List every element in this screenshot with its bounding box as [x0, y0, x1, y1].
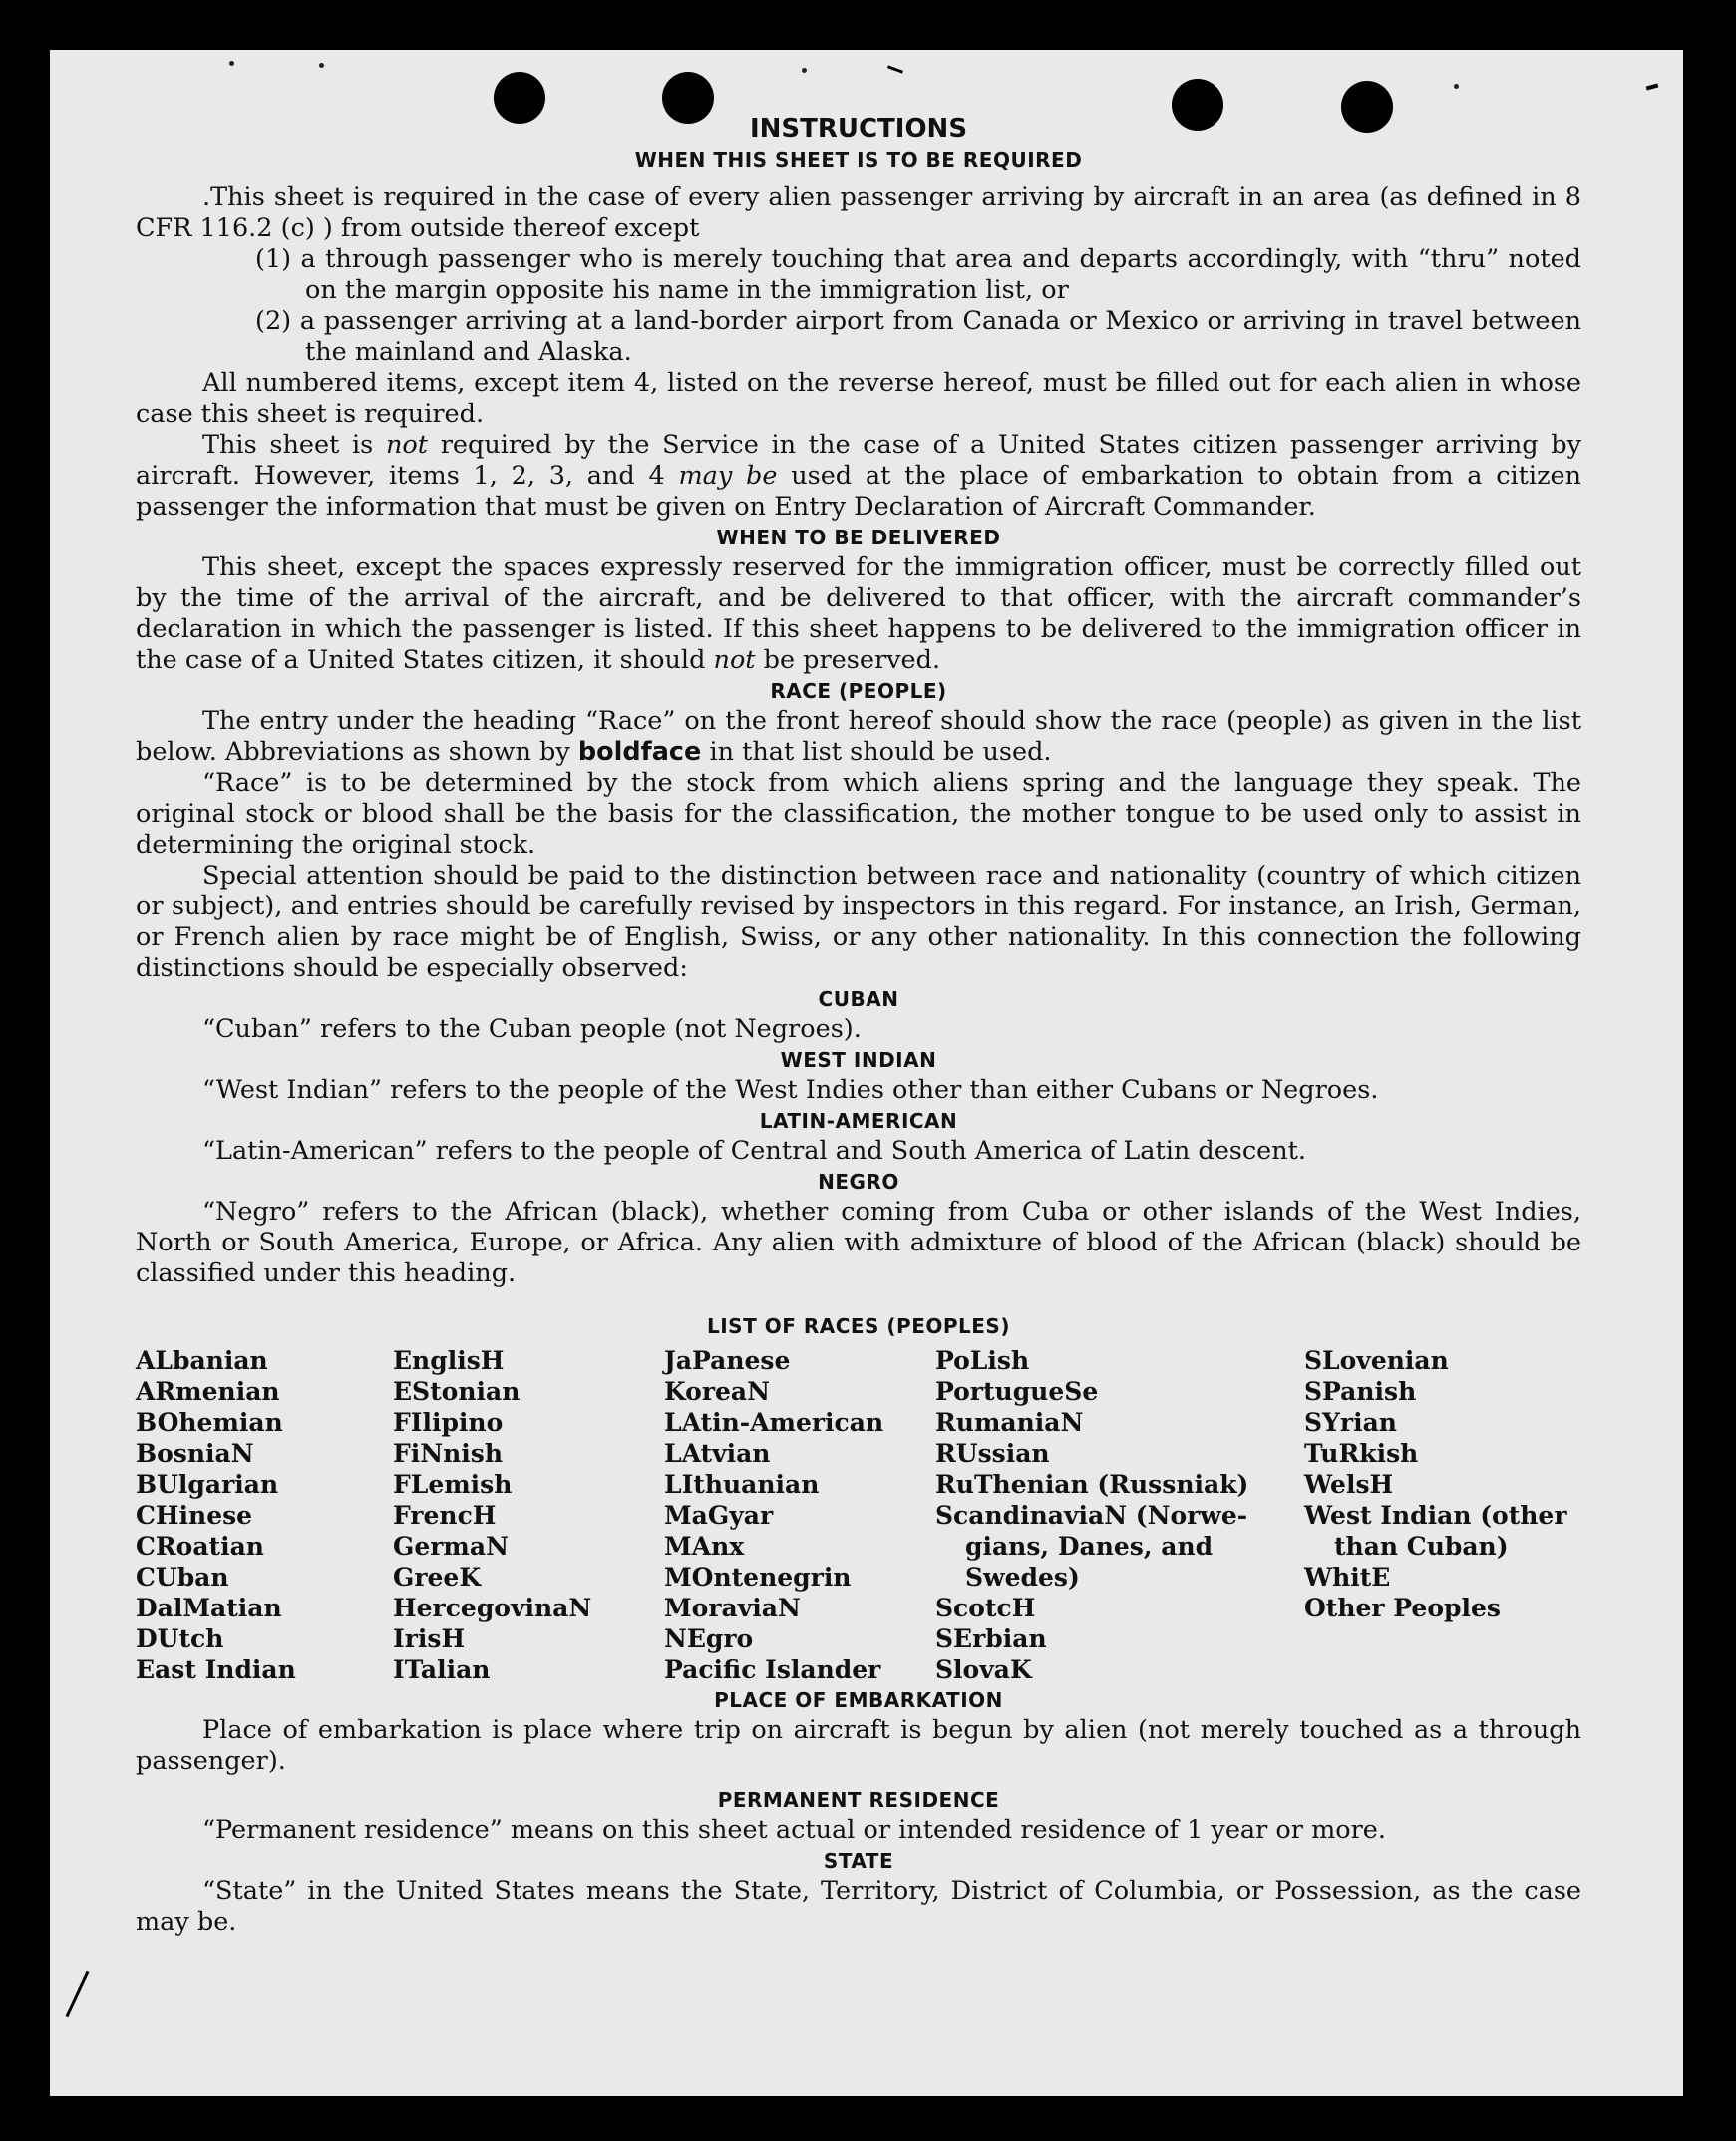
race-list-item: DUtch — [136, 1624, 224, 1653]
race-list-item: Other Peoples — [1304, 1594, 1501, 1622]
race-paragraph-1: The entry under the heading “Race” on the front hereof should show the race (people) as given in the list below. Abbreviations as shown by boldface in that list should be used. — [136, 706, 1581, 767]
race-list-item: BUlgarian — [136, 1470, 279, 1499]
race-list-item: LAtin-American — [664, 1408, 884, 1437]
race-list-item: West Indian (other — [1304, 1501, 1567, 1530]
race-list-item: RuThenian (Russniak) — [935, 1470, 1249, 1499]
race-list-item: MAnx — [664, 1532, 745, 1561]
race-list-item: FIlipino — [393, 1408, 504, 1437]
section-heading-west-indian: WEST INDIAN — [780, 1048, 937, 1072]
residence-paragraph: “Permanent residence” means on this sheet actual or intended residence of 1 year or more. — [202, 1815, 1386, 1845]
race-list-item: LAtvian — [664, 1439, 771, 1468]
race-list-item: Swedes) — [965, 1563, 1080, 1592]
race-list-item: than Cuban) — [1334, 1532, 1509, 1561]
race-list-item: SLovenian — [1304, 1346, 1449, 1375]
race-list-item: gians, Danes, and — [965, 1532, 1214, 1561]
race-list-item: SPanish — [1304, 1377, 1417, 1406]
section-heading-cuban: CUBAN — [818, 987, 899, 1011]
race-list-item: East Indian — [136, 1655, 296, 1684]
race-list-item: ALbanian — [136, 1346, 268, 1375]
race-list-item: SlovaK — [935, 1655, 1032, 1684]
race-list-item: ARmenian — [136, 1377, 280, 1406]
embarkation-paragraph: Place of embarkation is place where trip on aircraft is begun by alien (not merely touched as a through passenger). — [136, 1715, 1581, 1776]
race-list-item: TuRkish — [1304, 1439, 1419, 1468]
race-list-item: BOhemian — [136, 1408, 283, 1437]
race-list — [136, 1345, 1581, 1685]
race-list-item: WelsH — [1304, 1470, 1394, 1499]
speck — [1646, 84, 1659, 91]
race-list-item: GermaN — [393, 1532, 509, 1561]
negro-paragraph: “Negro” refers to the African (black), whether coming from Cuba or other islands of the West Indies, North or South America, Europe, or Africa. Any alien with admixture of blood of the African (black) should be classified under this heading. — [136, 1197, 1581, 1288]
race-list-item: RUssian — [935, 1439, 1050, 1468]
west-indian-paragraph: “West Indian” refers to the people of the West Indies other than either Cubans or Negroes. — [202, 1075, 1379, 1105]
race-list-item: KoreaN — [664, 1377, 770, 1406]
race-list-item: EnglisH — [393, 1346, 505, 1375]
speck — [1454, 84, 1459, 89]
race-list-item: BosniaN — [136, 1439, 254, 1468]
section-heading-embarkation: PLACE OF EMBARKATION — [714, 1688, 1003, 1712]
race-list-item: JaPanese — [664, 1346, 791, 1375]
race-paragraph-3: Special attention should be paid to the distinction between race and nationality (country of which citizen or subject), and entries should be carefully revised by inspectors in this regard. For instance, an Irish, German, or French alien by race might be of English, Swiss, or any other nationality. In this connection the following distinctions should be especially observed: — [136, 861, 1581, 983]
section-heading-latin-american: LATIN-AMERICAN — [759, 1109, 958, 1133]
race-list-item: PoLish — [935, 1346, 1030, 1375]
race-list-item: EStonian — [393, 1377, 521, 1406]
race-list-item: NEgro — [664, 1624, 754, 1653]
section-heading-delivered: WHEN TO BE DELIVERED — [716, 526, 1001, 549]
race-list-item: FiNnish — [393, 1439, 504, 1468]
race-list-item: WhitE — [1304, 1563, 1391, 1592]
race-list-item: LIthuanian — [664, 1470, 820, 1499]
required-item-2: (2) a passenger arriving at a land-border airport from Canada or Mexico or arriving in travel between the mainland and Alaska. — [255, 306, 1581, 367]
pen-mark — [66, 1971, 90, 2018]
race-list-item: RumaniaN — [935, 1408, 1084, 1437]
race-list-item: GreeK — [393, 1563, 482, 1592]
race-list-item: MoraviaN — [664, 1594, 801, 1622]
race-list-item: HercegovinaN — [393, 1594, 592, 1622]
race-paragraph-2: “Race” is to be determined by the stock from which aliens spring and the language they speak. The original stock or blood shall be the basis for the classification, the mother tongue to be used only to assist in determining the original stock. — [136, 768, 1581, 860]
instructions-text — [136, 113, 1581, 1938]
race-list-item: FLemish — [393, 1470, 513, 1499]
speck — [319, 63, 324, 68]
race-list-item: MaGyar — [664, 1501, 774, 1530]
race-column-4 — [935, 1345, 1304, 1685]
race-column-1 — [136, 1345, 393, 1685]
required-paragraph-1: .This sheet is required in the case of every alien passenger arriving by aircraft in an area (as defined in 8 CFR 116.2 (c) ) from outside thereof except — [136, 182, 1581, 243]
race-list-item: CRoatian — [136, 1532, 264, 1561]
speck — [229, 61, 234, 66]
section-heading-race: RACE (PEOPLE) — [770, 679, 947, 703]
speck — [802, 68, 807, 73]
cuban-paragraph: “Cuban” refers to the Cuban people (not Negroes). — [202, 1014, 862, 1044]
race-list-item: SYrian — [1304, 1408, 1397, 1437]
section-heading-negro: NEGRO — [818, 1170, 899, 1194]
race-column-5 — [1304, 1345, 1581, 1685]
race-list-item: IrisH — [393, 1624, 466, 1653]
race-list-item: SErbian — [935, 1624, 1047, 1653]
section-heading-race-list: LIST OF RACES (PEOPLES) — [707, 1314, 1010, 1338]
page-title: INSTRUCTIONS — [749, 114, 968, 144]
race-column-3 — [664, 1345, 935, 1685]
race-list-item: DalMatian — [136, 1594, 282, 1622]
section-heading-required: WHEN THIS SHEET IS TO BE REQUIRED — [634, 148, 1083, 172]
race-list-item: FrencH — [393, 1501, 497, 1530]
race-list-item: ScandinaviaN (Norwe- — [935, 1501, 1248, 1530]
speck — [887, 65, 903, 73]
race-list-item: Pacific Islander — [664, 1655, 881, 1684]
section-heading-residence: PERMANENT RESIDENCE — [717, 1788, 1000, 1812]
race-column-2 — [393, 1345, 664, 1685]
state-paragraph: “State” in the United States means the State, Territory, District of Columbia, or Possession, as the case may be. — [136, 1876, 1581, 1937]
required-item-1: (1) a through passenger who is merely touching that area and departs accordingly, with “thru” noted on the margin opposite his name in the immigration list, or — [255, 244, 1581, 305]
race-list-item: CHinese — [136, 1501, 253, 1530]
delivered-paragraph: This sheet, except the spaces expressly reserved for the immigration officer, must be correctly filled out by the time of the arrival of the aircraft, and be delivered to that officer, with the aircraft commander’s declaration in which the passenger is listed. If this sheet happens to be delivered to the immigration officer in the case of a United States citizen, it should not be preserved. — [136, 552, 1581, 675]
race-list-item: ScotcH — [935, 1594, 1036, 1622]
section-heading-state: STATE — [823, 1849, 894, 1873]
required-paragraph-3: This sheet is not required by the Service in the case of a United States citizen passenger arriving by aircraft. However, items 1, 2, 3, and 4 may be used at the place of embarkation to obtain from a citizen passenger the information that must be given on Entry Declaration of Aircraft Commander. — [136, 430, 1582, 522]
race-list-item: MOntenegrin — [664, 1563, 852, 1592]
latin-american-paragraph: “Latin-American” refers to the people of Central and South America of Latin descent. — [202, 1136, 1307, 1166]
required-paragraph-2: All numbered items, except item 4, listed on the reverse hereof, must be filled out for each alien in whose case this sheet is required. — [136, 368, 1581, 429]
race-list-item: ITalian — [393, 1655, 491, 1684]
race-list-item: PortugueSe — [935, 1377, 1099, 1406]
race-list-item: CUban — [136, 1563, 229, 1592]
